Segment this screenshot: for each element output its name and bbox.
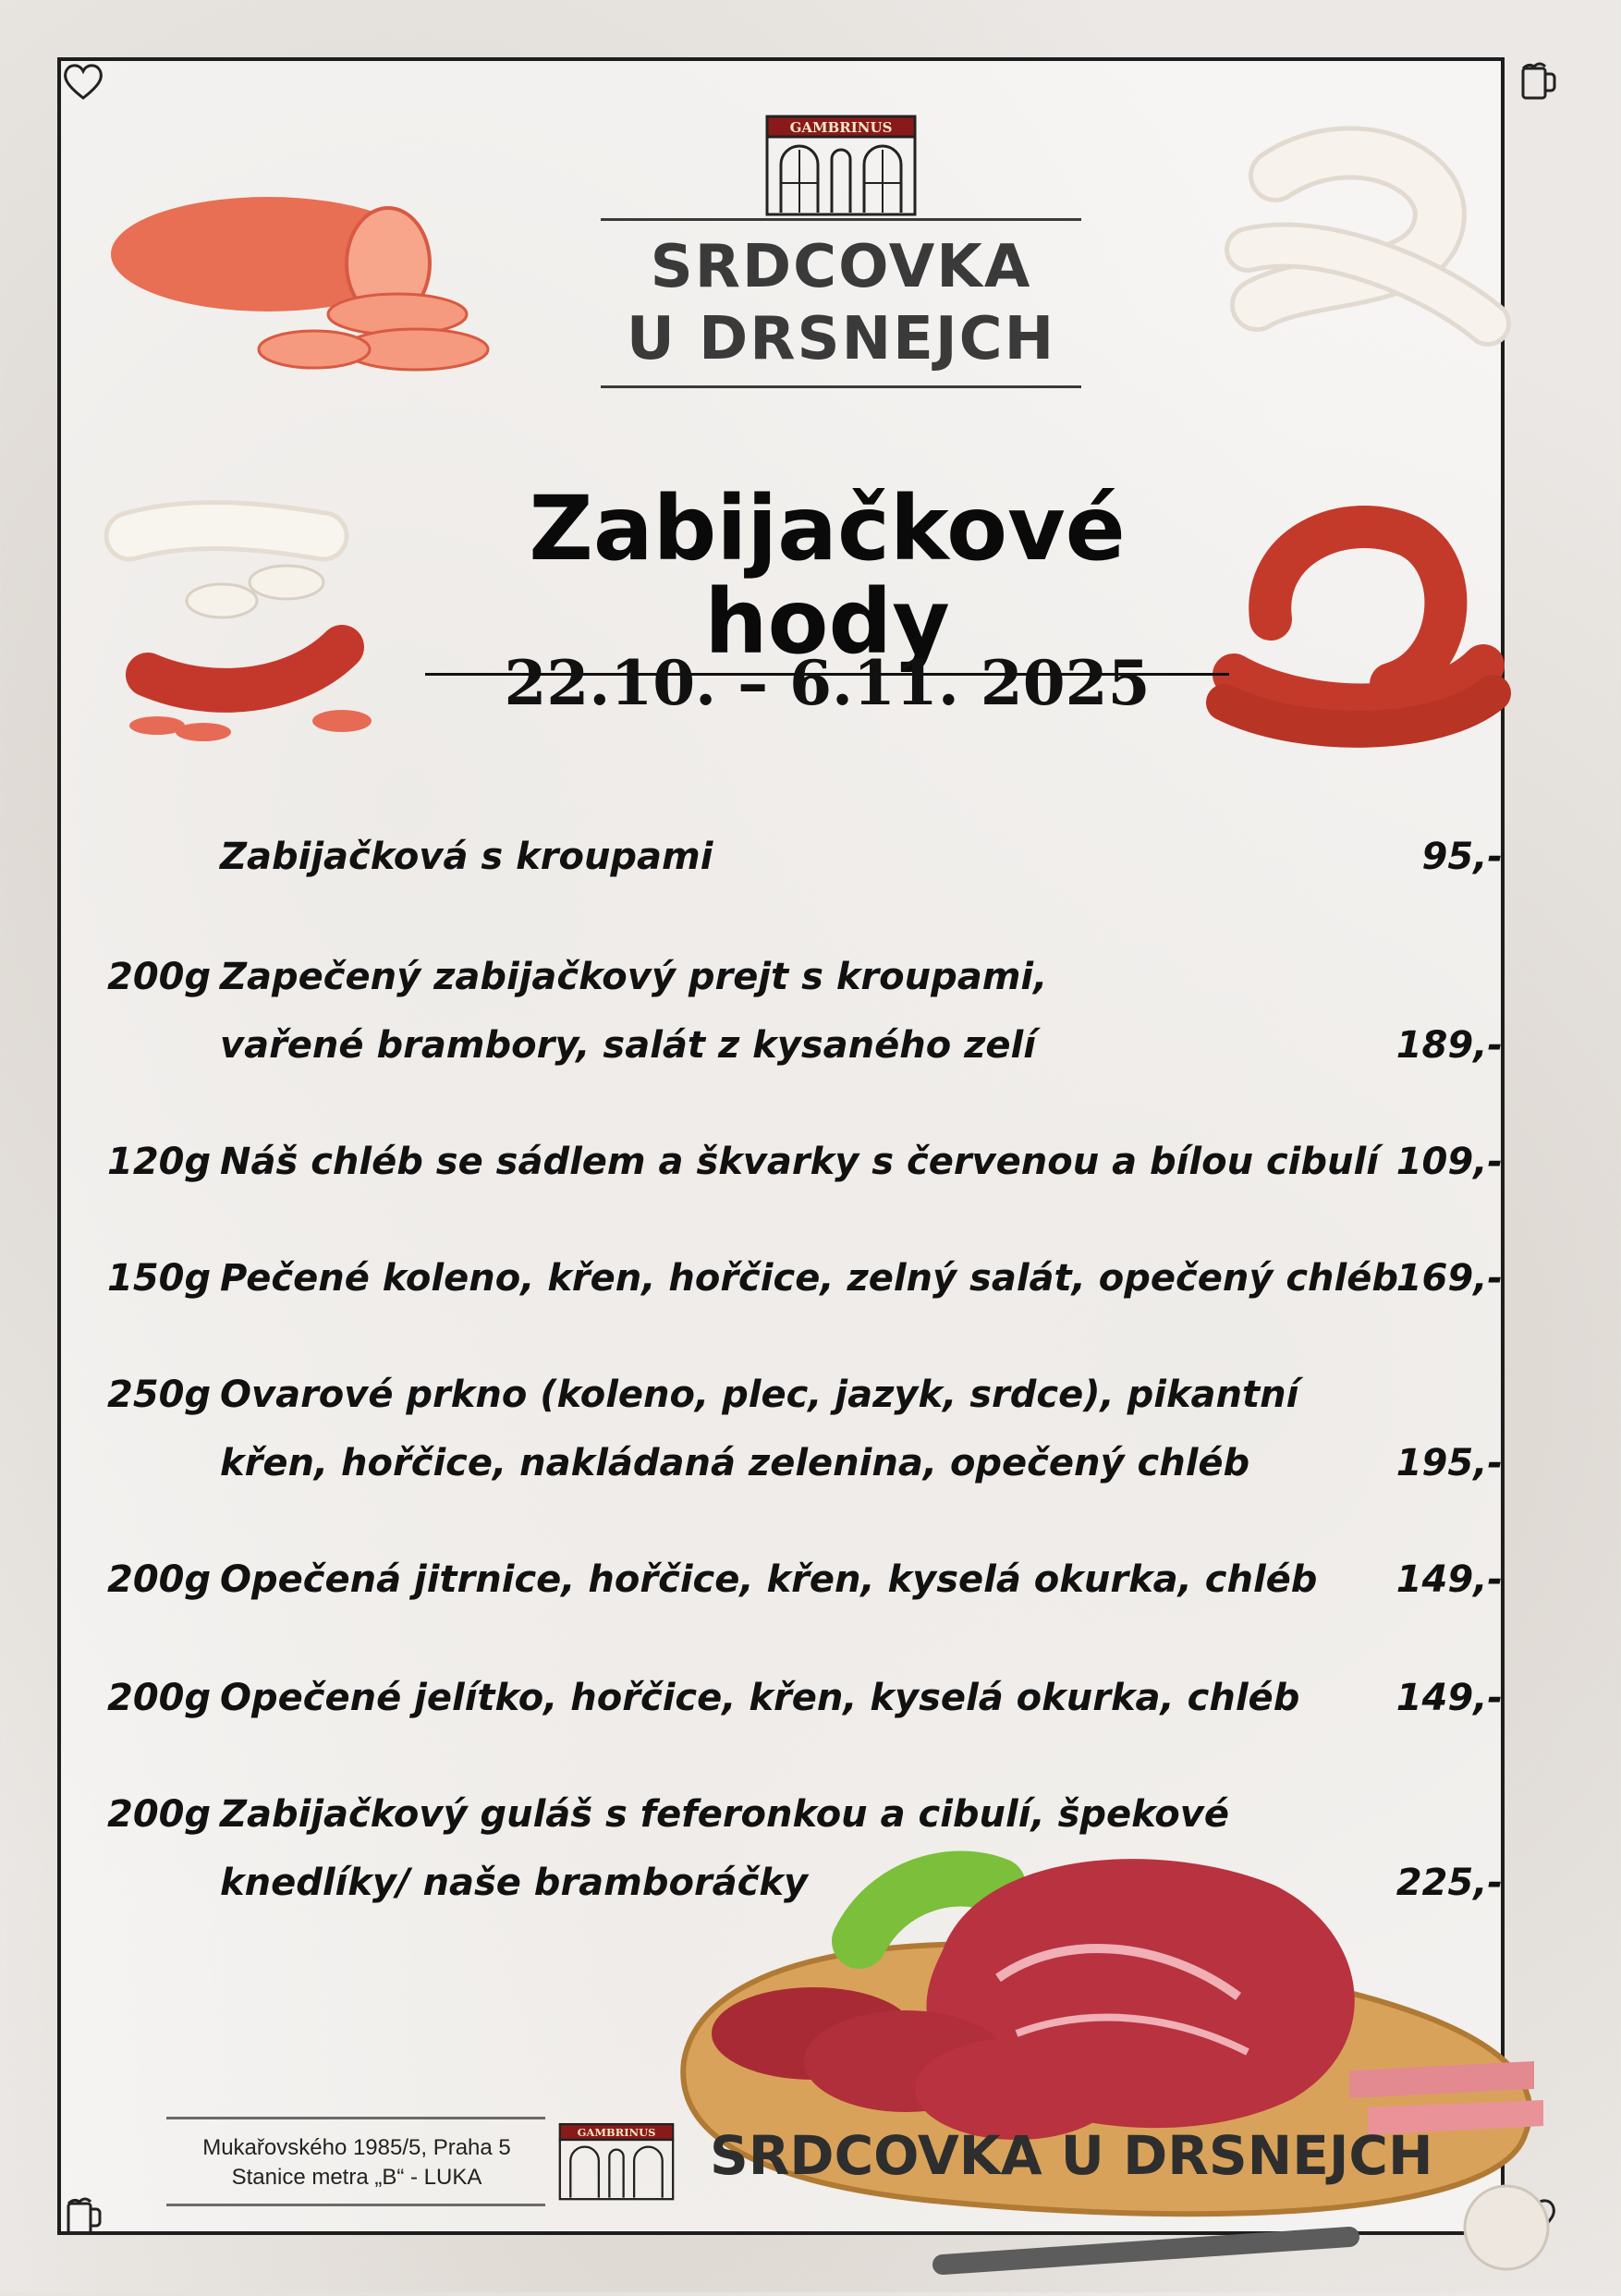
menu-item: [107, 823, 1503, 891]
event-dates: 22.10. – 6.11. 2025: [504, 647, 1151, 719]
menu-item-price: 169,-: [1396, 1257, 1503, 1300]
menu-item-name: Opečená jitrnice, hořčice, křen, kyselá okurka, chléb: [220, 1558, 1318, 1601]
menu-item-name: Zabijačková s kroupami: [220, 836, 713, 878]
menu-item-price: 189,-: [1396, 1024, 1503, 1067]
menu-item-weight: 200g: [107, 1677, 212, 1719]
menu-item-weight: 120g: [107, 1141, 212, 1183]
menu-item: [107, 1780, 1503, 1917]
menu-item-name: Náš chléb se sádlem a škvarky s červenou a bílou cibulí: [220, 1141, 1379, 1183]
address-metro: Stanice metra „B“ - LUKA: [231, 2165, 482, 2190]
sausage-slices-illustration: [102, 490, 397, 739]
menu-item-price: 95,-: [1421, 836, 1503, 878]
menu-item-name: Ovarové prkno (koleno, plec, jazyk, srdce), pikantní: [220, 1374, 1299, 1416]
header-logo: [601, 111, 1081, 397]
menu-item-weight: 200g: [107, 1558, 212, 1601]
footer-building-logo-icon: [556, 2117, 676, 2204]
building-logo-icon: [762, 111, 920, 217]
menu-item-weight: 150g: [107, 1257, 212, 1300]
logo-rule-bottom: [601, 385, 1081, 388]
menu-item: [107, 1664, 1503, 1732]
footer-rule-top: [166, 2117, 545, 2119]
menu-item-name-cont: knedlíky/ naše bramboráčky: [220, 1862, 809, 1904]
logo-rule-top: [601, 218, 1081, 221]
footer-address: [163, 2133, 551, 2192]
menu-item-name-cont: křen, hořčice, nakládaná zelenina, opečený chléb: [220, 1442, 1250, 1484]
white-sausage-illustration: [1192, 139, 1506, 370]
red-sausage-ring-illustration: [1206, 508, 1502, 739]
menu-item-name: Opečené jelítko, hořčice, křen, kyselá okurka, chléb: [220, 1677, 1300, 1719]
menu-item-weight: 200g: [107, 956, 212, 998]
menu-item-price: 225,-: [1396, 1862, 1503, 1904]
menu-item-weight: 250g: [107, 1374, 212, 1416]
footer-rule-bottom: [166, 2204, 545, 2206]
menu-item: [107, 1361, 1503, 1497]
beer-mug-icon: [1512, 55, 1564, 107]
address-street: Mukařovského 1985/5, Praha 5: [202, 2135, 511, 2160]
menu-item-price: 195,-: [1396, 1442, 1503, 1484]
menu-item: [107, 943, 1503, 1080]
logo-sign: GAMBRINUS: [789, 119, 893, 136]
footer-brand: SRDCOVKA U DRSNEJCH: [710, 2124, 1433, 2187]
menu-item: [107, 1128, 1503, 1196]
menu-item-name-cont: vařené brambory, salát z kysaného zelí: [220, 1024, 1036, 1067]
footer-logo-sign: GAMBRINUS: [577, 2126, 656, 2140]
heart-icon: [57, 55, 109, 107]
logo-line2: U DRSNEJCH: [626, 305, 1056, 373]
menu-item-weight: 200g: [107, 1793, 212, 1836]
menu-item-name: Zapečený zabijačkový prejt s kroupami,: [220, 956, 1048, 998]
menu-item-price: 149,-: [1396, 1677, 1503, 1719]
menu-item-name: Pečené koleno, křen, hořčice, zelný salát, opečený chléb: [220, 1257, 1398, 1300]
logo-line1: SRDCOVKA: [650, 233, 1032, 301]
menu-item-price: 109,-: [1396, 1141, 1503, 1183]
menu-item-name: Zabijačkový guláš s feferonkou a cibulí, špekové: [220, 1793, 1229, 1836]
beer-mug-icon: [57, 2191, 109, 2242]
menu-item: [107, 1244, 1503, 1313]
menu-item: [107, 1545, 1503, 1614]
page-title: Zabijačkové hody: [425, 482, 1229, 676]
menu-item-price: 149,-: [1396, 1558, 1503, 1601]
ham-roll-illustration: [102, 185, 490, 379]
